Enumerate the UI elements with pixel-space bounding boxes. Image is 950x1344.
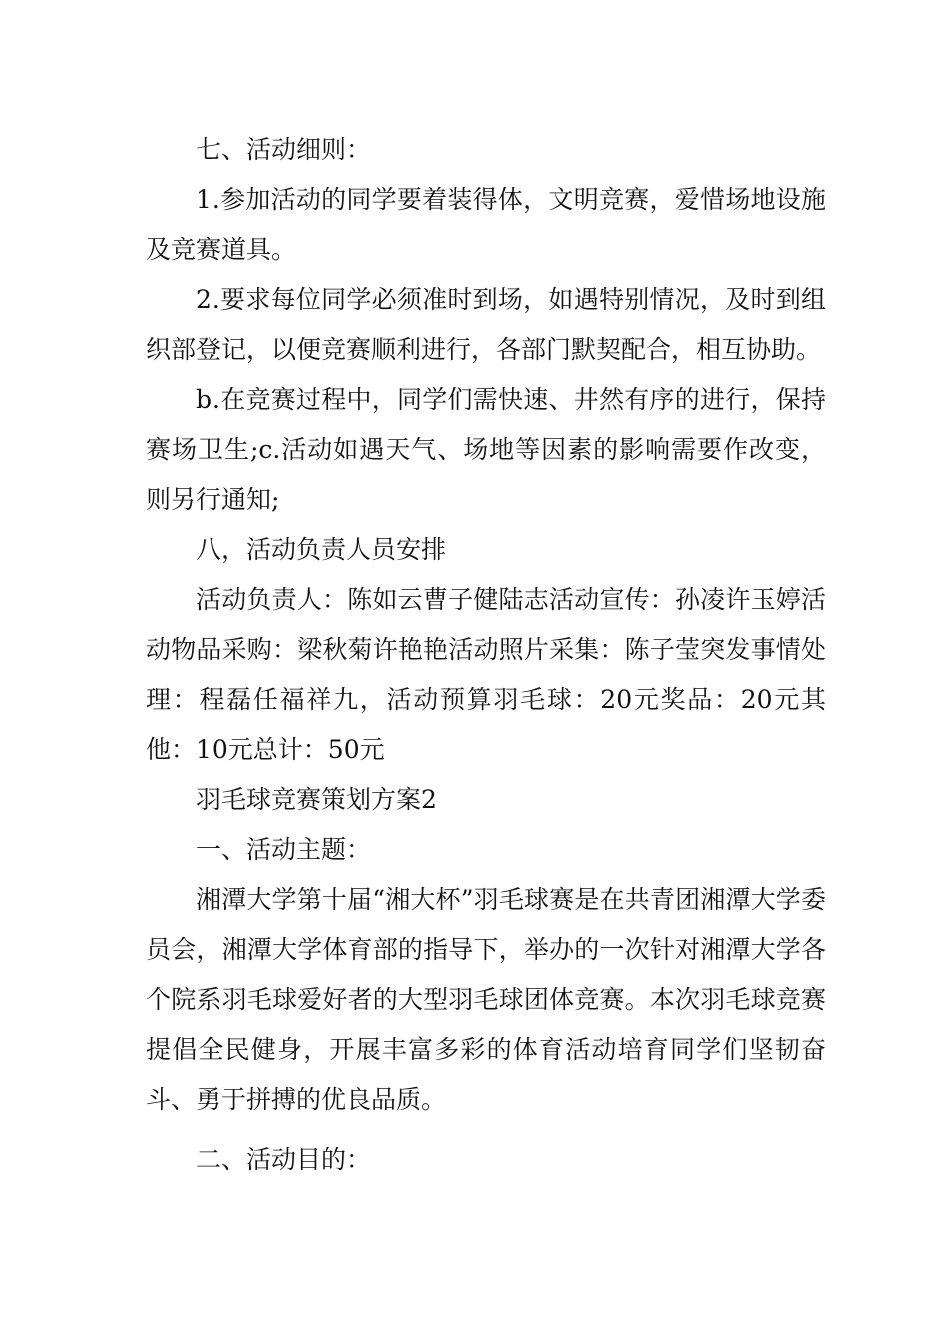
plan-title: 羽毛球竞赛策划方案2	[196, 785, 437, 814]
paragraph-rule-2: 2.要求每位同学必须准时到场，如遇特别情况，及时到组织部登记，以便竞赛顺利进行，各部门默契配合，相互协助。	[146, 285, 826, 364]
section-heading-staff: 八，活动负责人员安排	[196, 535, 447, 564]
section-heading-theme: 一、活动主题：	[196, 835, 372, 864]
paragraph-rule-1: 1.参加活动的同学要着装得体，文明竞赛，爱惜场地设施及竞赛道具。	[146, 185, 826, 264]
document-page	[146, 125, 826, 1185]
section-heading-rules: 七、活动细则：	[196, 135, 372, 164]
paragraph-theme: 湘潭大学第十届“湘大杯”羽毛球赛是在共青团湘潭大学委员会，湘潭大学体育部的指导下，举办的一次针对湘潭大学各个院系羽毛球爱好者的大型羽毛球团体竞赛。本次羽毛球竞赛提倡全民健身，开展丰富多彩的体育活动培育同学们坚韧奋斗、勇于拼搏的优良品质。	[146, 885, 826, 1114]
paragraph-staff-budget: 活动负责人：陈如云曹子健陆志活动宣传：孙凌许玉婷活动物品采购：梁秋菊许艳艳活动照片采集：陈子莹突发事情处理：程磊任福祥九，活动预算羽毛球：20元奖品：20元其他：10元总计：50元	[146, 585, 826, 764]
section-heading-purpose: 二、活动目的：	[196, 1145, 372, 1174]
paragraph-rule-b-c: b.在竞赛过程中，同学们需快速、井然有序的进行，保持赛场卫生;c.活动如遇天气、场地等因素的影响需要作改变，则另行通知;	[146, 385, 826, 514]
